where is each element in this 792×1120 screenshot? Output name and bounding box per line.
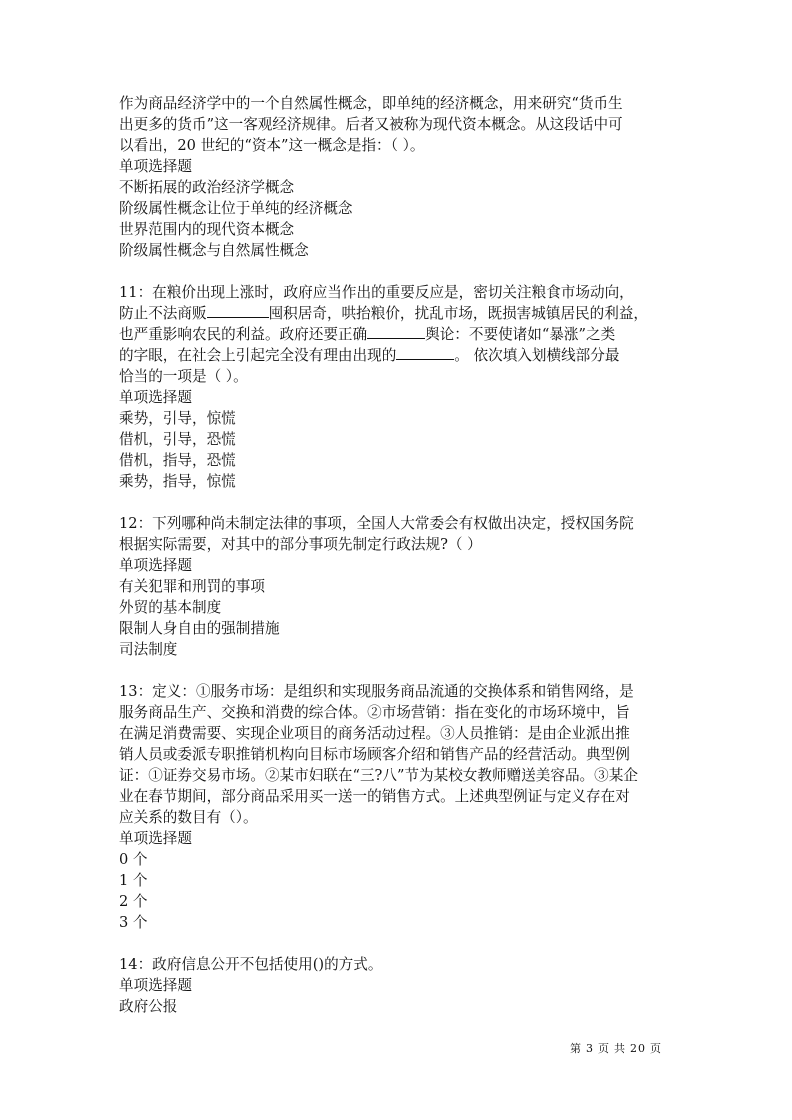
option-d[interactable]: 3 个 xyxy=(119,914,148,931)
stem-line: 13：定义：①服务市场：是组织和实现服务商品流通的交换体系和销售网络，是 xyxy=(119,683,634,700)
option-c[interactable]: 世界范围内的现代资本概念 xyxy=(119,221,295,238)
question-11-stem xyxy=(119,282,675,387)
option-c[interactable]: 借机，指导，恐慌 xyxy=(119,452,236,469)
footer-label-di: 第 xyxy=(570,1042,582,1055)
question-type-label: 单项选择题 xyxy=(119,830,192,847)
stem-text: 囤积居奇，哄抬粮价，扰乱市场，既损害城镇居民的利益， xyxy=(268,305,649,322)
option-c[interactable]: 限制人身自由的强制措施 xyxy=(119,620,280,637)
stem-line: 作为商品经济学中的一个自然属性概念，即单纯的经济概念，用来研究“货币生 xyxy=(119,95,623,112)
stem-line: 服务商品生产、交换和消费的综合体。②市场营销：指在变化的市场环境中，旨 xyxy=(119,704,630,721)
question-14-options xyxy=(119,996,675,1017)
question-14-stem xyxy=(119,954,675,975)
question-type-label: 单项选择题 xyxy=(119,557,192,574)
spacer xyxy=(119,261,675,282)
question-type-label: 单项选择题 xyxy=(119,158,192,175)
stem-text: 。 依次填入划横线部分最 xyxy=(454,347,620,364)
stem-line xyxy=(119,324,675,345)
option-c[interactable]: 2 个 xyxy=(119,893,148,910)
spacer xyxy=(119,660,675,681)
stem-line: 证：①证券交易市场。②某市妇联在“三?八”节为某校女教师赠送美容品。③某企 xyxy=(119,767,638,784)
footer-label-ye2: 页 xyxy=(650,1042,662,1055)
stem-text: 也严重影响农民的利益。政府还要正确 xyxy=(119,326,368,343)
option-a[interactable]: 政府公报 xyxy=(119,998,178,1015)
stem-line: 在满足消费需要、实现企业项目的商务活动过程。③人员推销：是由企业派出推 xyxy=(119,725,630,742)
question-type-label: 单项选择题 xyxy=(119,389,192,406)
stem-line: 业在春节期间，部分商品采用买一送一的销售方式。上述典型例证与定义存在对 xyxy=(119,788,630,805)
document-body xyxy=(119,93,675,1017)
option-a[interactable]: 0 个 xyxy=(119,851,148,868)
option-d[interactable]: 司法制度 xyxy=(119,641,178,658)
question-type-label: 单项选择题 xyxy=(119,977,192,994)
option-b[interactable]: 外贸的基本制度 xyxy=(119,599,222,616)
question-13-stem xyxy=(119,681,675,828)
footer-label-gong: 共 xyxy=(614,1042,626,1055)
stem-line: 销人员或委派专职推销机构向目标市场顾客介绍和销售产品的经营活动。典型例 xyxy=(119,746,630,763)
spacer xyxy=(119,492,675,513)
stem-line xyxy=(119,303,675,324)
stem-text: 的字眼，在社会上引起完全没有理由出现的 xyxy=(119,347,397,364)
question-10-stem xyxy=(119,93,675,156)
stem-line: 14：政府信息公开不包括使用()的方式。 xyxy=(119,956,383,973)
option-a[interactable]: 乘势，引导，惊慌 xyxy=(119,410,236,427)
stem-line: 11：在粮价出现上涨时，政府应当作出的重要反应是，密切关注粮食市场动向， xyxy=(119,284,634,301)
total-pages: 20 xyxy=(630,1042,646,1055)
current-page: 3 xyxy=(586,1042,594,1055)
stem-line: 根据实际需要，对其中的部分事项先制定行政法规?（ ） xyxy=(119,536,482,553)
option-b[interactable]: 借机，引导，恐慌 xyxy=(119,431,236,448)
fill-blank-2 xyxy=(367,324,425,339)
page-number xyxy=(568,1040,664,1056)
option-a[interactable]: 有关犯罪和刑罚的事项 xyxy=(119,578,265,595)
stem-line: 应关系的数目有（）。 xyxy=(119,809,258,826)
stem-line: 恰当的一项是（ ）。 xyxy=(119,368,248,385)
option-d[interactable]: 乘势，指导，惊慌 xyxy=(119,473,236,490)
option-b[interactable]: 1 个 xyxy=(119,872,148,889)
option-b[interactable]: 阶级属性概念让位于单纯的经济概念 xyxy=(119,200,353,217)
stem-line: 出更多的货币”这一客观经济规律。后者又被称为现代资本概念。从这段话中可 xyxy=(119,116,623,133)
stem-line: 12：下列哪种尚未制定法律的事项，全国人大常委会有权做出决定，授权国务院 xyxy=(119,515,634,532)
question-11-options xyxy=(119,408,675,492)
question-10-options xyxy=(119,177,675,261)
option-a[interactable]: 不断拓展的政治经济学概念 xyxy=(119,179,295,196)
fill-blank-3 xyxy=(396,345,454,360)
footer-label-ye: 页 xyxy=(598,1042,610,1055)
question-12-options xyxy=(119,576,675,660)
question-13-options xyxy=(119,849,675,933)
stem-line: 以看出，20 世纪的“资本”这一概念是指：（ ）。 xyxy=(119,137,425,154)
stem-text: 防止不法商贩 xyxy=(119,305,207,322)
stem-text: 舆论：不要使诸如“暴涨”之类 xyxy=(425,326,616,343)
question-12-stem xyxy=(119,513,675,555)
spacer xyxy=(119,933,675,954)
fill-blank-1 xyxy=(207,303,269,318)
option-d[interactable]: 阶级属性概念与自然属性概念 xyxy=(119,242,309,259)
stem-line xyxy=(119,345,675,366)
